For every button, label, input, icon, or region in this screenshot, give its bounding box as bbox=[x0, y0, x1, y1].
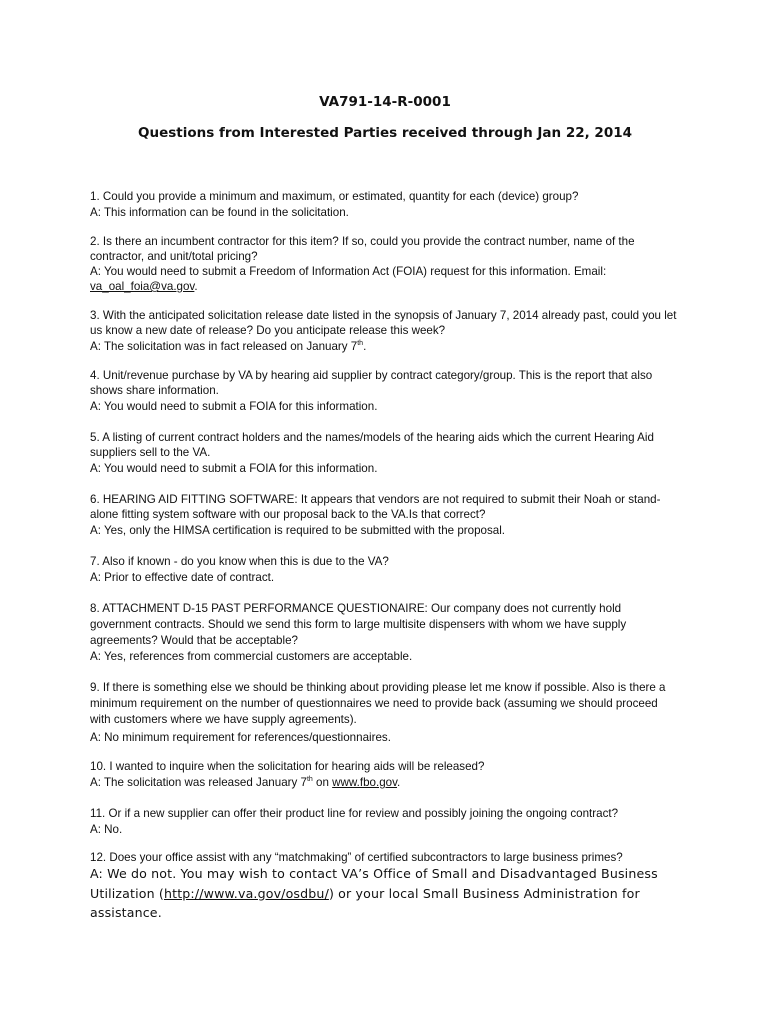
question-9: 9. If there is something else we should be thinking about providing please let me know if possible. Also is there a minimum requirement on the number of questionnaires we need to provide back (assuming we should proceed with customers where we have supply agreements). bbox=[90, 681, 666, 727]
question-1: 1. Could you provide a minimum and maximum, or estimated, quantity for each (device) group? bbox=[90, 190, 579, 203]
answer-12-text: A: We do not. You may wish to contact VA’s Office of Small and Disadvantaged Business Utilization ( bbox=[90, 866, 658, 901]
answer-3 bbox=[90, 339, 680, 354]
question-5: 5. A listing of current contract holders and the names/models of the hearing aids which the current Hearing Aid suppliers sell to the VA. bbox=[90, 431, 654, 459]
question-12: 12. Does your office assist with any “matchmaking” of certified subcontractors to large business primes? bbox=[90, 851, 623, 864]
qa-item-4 bbox=[90, 368, 680, 414]
question-3: 3. With the anticipated solicitation release date listed in the synopsis of January 7, 2014 already past, could you let us know a new date of release? Do you anticipate release this week? bbox=[90, 309, 677, 337]
qa-item-3 bbox=[90, 308, 680, 354]
qa-item-11 bbox=[90, 806, 680, 837]
answer-8: A: Yes, references from commercial customers are acceptable. bbox=[90, 650, 413, 664]
qa-item-7 bbox=[90, 554, 680, 585]
question-4: 4. Unit/revenue purchase by VA by hearing aid supplier by contract category/group. This is the report that also shows share information. bbox=[90, 369, 653, 397]
foia-email-link[interactable]: va_oal_foia@va.gov bbox=[90, 280, 195, 293]
answer-5: A: You would need to submit a FOIA for this information. bbox=[90, 462, 378, 475]
answer-10 bbox=[90, 775, 680, 790]
fbo-link[interactable]: www.fbo.gov bbox=[332, 776, 398, 789]
answer-4: A: You would need to submit a FOIA for this information. bbox=[90, 400, 378, 413]
answer-10-period: . bbox=[397, 776, 401, 789]
answer-2 bbox=[90, 264, 680, 294]
qa-item-5 bbox=[90, 430, 680, 476]
question-2: 2. Is there an incumbent contractor for this item? If so, could you provide the contract number, name of the contractor, and unit/total pricing? bbox=[90, 235, 635, 263]
question-6: 6. HEARING AID FITTING SOFTWARE: It appears that vendors are not required to submit their Noah or stand-alone fitting system software with our proposal back to the VA.Is that correct? bbox=[90, 493, 661, 521]
answer-10-text: A: The solicitation was released January 7 bbox=[90, 776, 307, 789]
answer-12-text-end: ) or your local Small Business Administration for assistance. bbox=[90, 885, 640, 920]
answer-10-on: on bbox=[312, 776, 333, 789]
question-7: 7. Also if known - do you know when this is due to the VA? bbox=[90, 555, 389, 568]
question-11: 11. Or if a new supplier can offer their product line for review and possibly joining the ongoing contract? bbox=[90, 807, 619, 820]
question-8: 8. ATTACHMENT D-15 PAST PERFORMANCE QUESTIONAIRE: Our company does not currently hold government contracts. Should we send this form to large multisite dispensers with whom we have supply agreements? Would that be acceptable? bbox=[90, 602, 627, 647]
answer-2-period: . bbox=[194, 280, 198, 293]
answer-7: A: Prior to effective date of contract. bbox=[90, 571, 275, 584]
answer-6: A: Yes, only the HIMSA certification is required to be submitted with the proposal. bbox=[90, 524, 506, 537]
answer-2-text: A: You would need to submit a Freedom of Information Act (FOIA) request for this information. Email: bbox=[90, 265, 607, 278]
qa-item-9 bbox=[90, 680, 680, 746]
osdbu-link[interactable]: http://www.va.gov/osdbu/ bbox=[163, 885, 329, 901]
answer-3-period: . bbox=[363, 340, 367, 353]
answer-11: A: No. bbox=[90, 823, 123, 836]
question-10: 10. I wanted to inquire when the solicitation for hearing aids will be released? bbox=[90, 760, 485, 773]
qa-item-6 bbox=[90, 492, 680, 538]
answer-3-text: A: The solicitation was in fact released on January 7 bbox=[90, 340, 358, 353]
answer-3-sup: th bbox=[357, 340, 364, 348]
solicitation-number: VA791-14-R-0001 bbox=[319, 94, 451, 110]
qa-item-10 bbox=[90, 759, 680, 790]
qa-item-8 bbox=[90, 601, 680, 665]
answer-1: A: This information can be found in the solicitation. bbox=[90, 206, 349, 219]
answer-10-sup: th bbox=[306, 776, 313, 784]
document-subtitle: Questions from Interested Parties received through Jan 22, 2014 bbox=[137, 125, 633, 141]
answer-9: A: No minimum requirement for references/questionnaires. bbox=[90, 730, 391, 744]
qa-item-1 bbox=[90, 189, 680, 220]
qa-item-12 bbox=[90, 850, 710, 865]
qa-item-2 bbox=[90, 234, 680, 294]
answer-12 bbox=[90, 864, 690, 923]
